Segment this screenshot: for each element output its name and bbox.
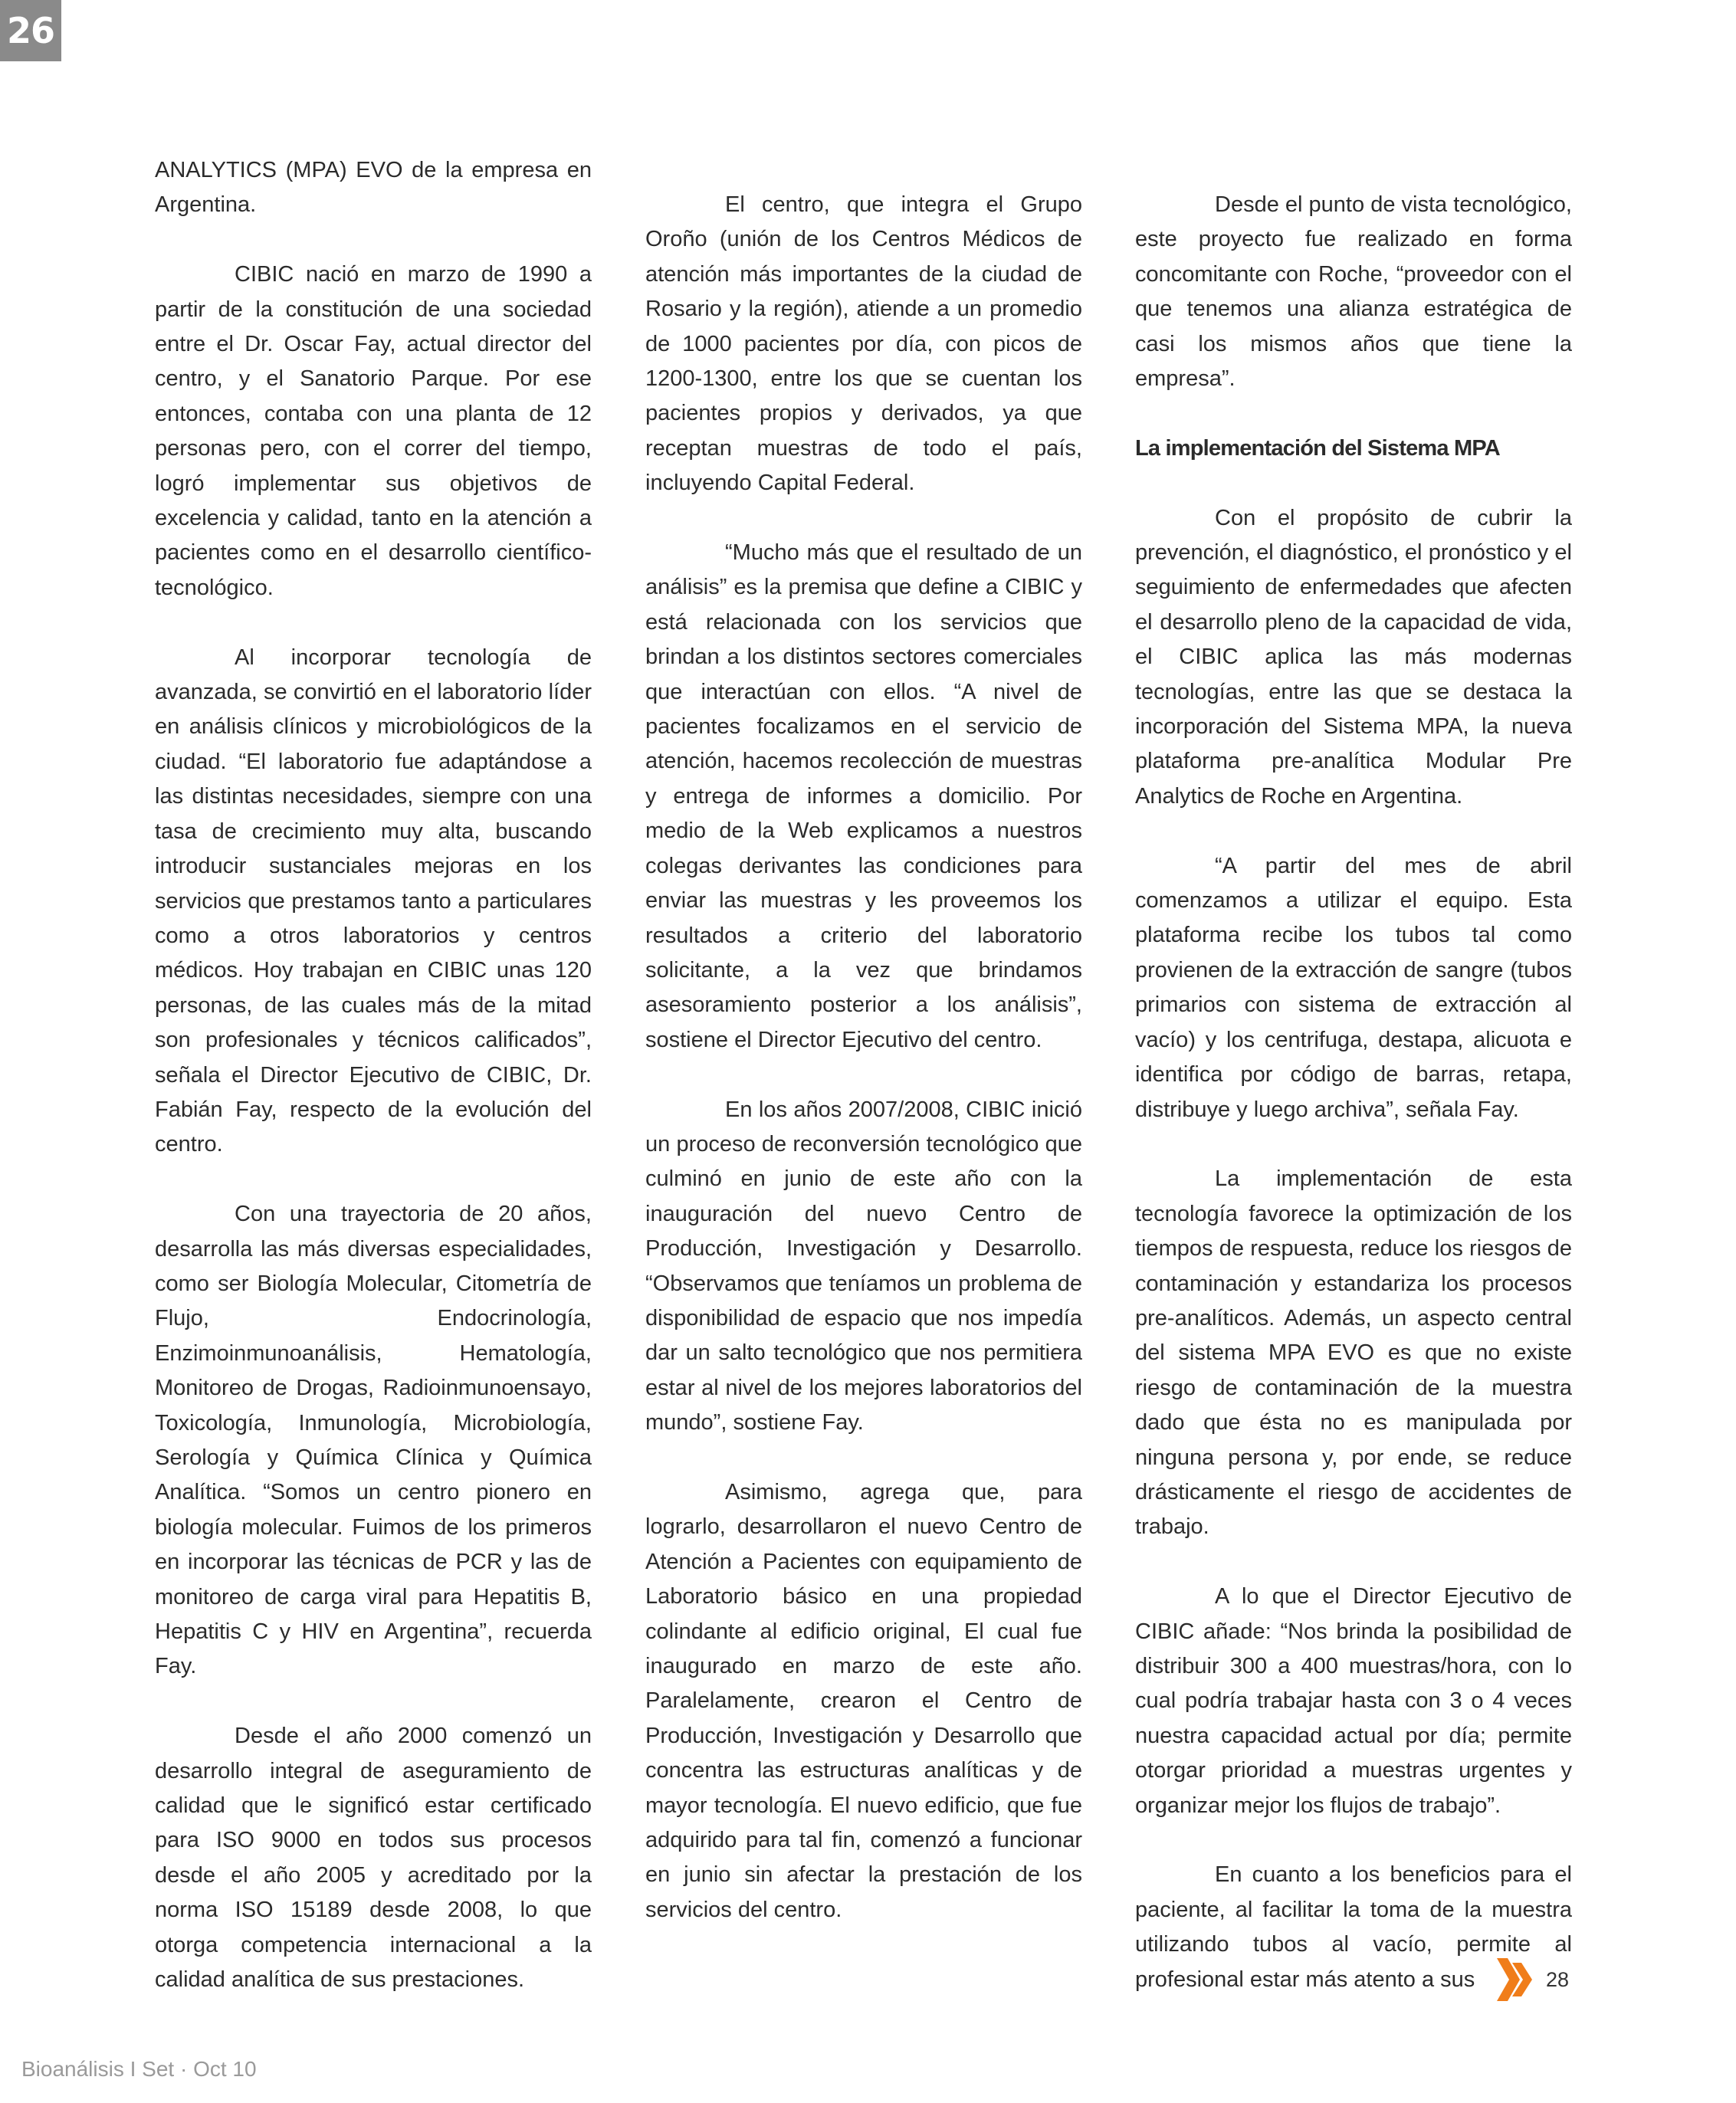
paragraph: Con el propósito de cubrir la prevención, el diagnóstico, el pronóstico y el seguimiento de enfermedades que afecten el desarrollo pleno de la capacidad de vida, el CIBIC aplica las más modernas tecnologías, entre las que se destaca la incorporación del Sistema MPA, la nueva plataforma pre-analítica Modular Pre Analytics de Roche en Argentina. bbox=[1135, 505, 1572, 809]
page-tab-number: 26 bbox=[0, 0, 61, 61]
text-column-1 bbox=[155, 153, 592, 2032]
paragraph: Al incorporar tecnología de avanzada, se convirtió en el laboratorio líder en análisis clínicos y microbiológicos de la ciudad. “El laboratorio fue adaptándose a las distintas necesidades, siempre con una tasa de crecimiento muy alta, buscando introducir sustanciales mejoras en los servicios que prestamos tanto a particulares como a otros laboratorios y centros médicos. Hoy trabajan en CIBIC unas 120 personas, de las cuales más de la mitad son profesionales y técnicos calificados”, señala el Director Ejecutivo de CIBIC, Dr. Fabián Fay, respecto de la evolución del centro. bbox=[155, 645, 592, 1157]
paragraph: A lo que el Director Ejecutivo de CIBIC añade: “Nos brinda la posibilidad de distribuir 300 a 400 muestras/hora, con lo cual podría trabajar hasta con 3 o 4 veces nuestra capacidad actual por día; permite otorgar prioridad a muestras urgentes y organizar mejor los flujos de trabajo”. bbox=[1135, 1584, 1572, 1818]
publication-footer: Bioanálisis I Set · Oct 10 bbox=[21, 2057, 257, 2081]
paragraph: En los años 2007/2008, CIBIC inició un proceso de reconversión tecnológico que culminó en junio de este año con la inauguración del nuevo Centro de Producción, Investigación y Desarrollo. “Observamos que teníamos un problema de disponibilidad de espacio que nos impedía dar un salto tecnológico que nos permitiera estar al nivel de los mejores laboratorios del mundo”, sostiene Fay. bbox=[645, 1097, 1082, 1435]
section-heading: La implementación del Sistema MPA bbox=[1135, 435, 1500, 461]
paragraph: La implementación de esta tecnología favorece la optimización de los tiempos de respuesta, reduce los riesgos de contaminación y estandariza los procesos pre-analíticos. Además, un aspecto central del sistema MPA EVO es que no existe riesgo de contaminación de la muestra dado que ésta no es manipulada por ninguna persona y, por ende, se reduce drásticamente el riesgo de accidentes de trabajo. bbox=[1135, 1166, 1572, 1540]
page-number: 28 bbox=[1546, 1967, 1570, 1991]
paragraph: “A partir del mes de abril comenzamos a utilizar el equipo. Esta plataforma recibe los tubos tal como provienen de la extracción de sangre (tubos primarios con sistema de extracción al vacío) y los centrifuga, destapa, alicuota e identifica por código de barras, retapa, distribuye y luego archiva”, señala Fay. bbox=[1135, 853, 1572, 1122]
paragraph: CIBIC nació en marzo de 1990 a partir de la constitución de una sociedad entre el Dr. Oscar Fay, actual director del centro, y el Sanatorio Parque. Por ese entonces, contaba con una planta de 12 personas pero, con el correr del tiempo, logró implementar sus objetivos de excelencia y calidad, tanto en la atención a pacientes como en el desarrollo científico-tecnológico. bbox=[155, 262, 592, 600]
page-number-marker bbox=[1497, 1958, 1569, 2001]
text-column-2 bbox=[645, 188, 1082, 1963]
double-chevron-right-icon bbox=[1497, 1958, 1537, 2001]
paragraph: Con una trayectoria de 20 años, desarrolla las más diversas especialidades, como ser Biología Molecular, Citometría de Flujo, Endocrinología, Enzimoinmunoanálisis, Hematología, Monitoreo de Drogas, Radioinmunoensayo, Toxicología, Inmunología, Microbiología, Serología y Química Clínica y Química Analítica. “Somos un centro pionero en biología molecular. Fuimos de los primeros en incorporar las técnicas de PCR y las de monitoreo de carga viral para Hepatitis B, Hepatitis C y HIV en Argentina”, recuerda Fay. bbox=[155, 1202, 592, 1679]
paragraph: ANALYTICS (MPA) EVO de la empresa en Argentina. bbox=[155, 158, 592, 218]
paragraph: En cuanto a los beneficios para el paciente, al facilitar la toma de la muestra utilizando tubos al vacío, permite al profesional estar más atento a sus bbox=[1135, 1862, 1572, 1992]
paragraph: Desde el año 2000 comenzó un desarrollo integral de aseguramiento de calidad que le significó estar certificado para ISO 9000 en todos sus procesos desde el año 2005 y acreditado por la norma ISO 15189 desde 2008, lo que otorga competencia internacional a la calidad analítica de sus prestaciones. bbox=[155, 1724, 592, 1993]
paragraph: Desde el punto de vista tecnológico, este proyecto fue realizado en forma concomitante con Roche, “proveedor con el que tenemos una alianza estratégica de casi los mismos años que tiene la empresa”. bbox=[1135, 192, 1572, 392]
paragraph: “Mucho más que el resultado de un análisis” es la premisa que define a CIBIC y está relacionada con los servicios que brindan a los distintos sectores comerciales que interactúan con ellos. “A nivel de pacientes focalizamos en el servicio de atención, hacemos recolección de muestras y entrega de informes a domicilio. Por medio de la Web explicamos a nuestros colegas derivantes las condiciones para enviar las muestras y les proveemos los resultados a criterio del laboratorio solicitante, a la vez que brindamos asesoramiento posterior a los análisis”, sostiene el Director Ejecutivo del centro. bbox=[645, 540, 1082, 1052]
paragraph: Asimismo, agrega que, para lograrlo, desarrollaron el nuevo Centro de Atención a Pacientes con equipamiento de Laboratorio básico en una propiedad colindante al edificio original, El cual fue inaugurado en marzo de este año. Paralelamente, crearon el Centro de Producción, Investigación y Desarrollo que concentra las estructuras analíticas y de mayor tecnología. El nuevo edificio, que fue adquirido para tal fin, comenzó a funcionar en junio sin afectar la prestación de los servicios del centro. bbox=[645, 1479, 1082, 1922]
paragraph: El centro, que integra el Grupo Oroño (unión de los Centros Médicos de atención más importantes de la ciudad de Rosario y la región), atiende a un promedio de 1000 pacientes por día, con picos de 1200-1300, entre los que se cuentan los pacientes propios y derivados, ya que receptan muestras de todo el país, incluyendo Capital Federal. bbox=[645, 192, 1082, 496]
text-column-3 bbox=[1135, 188, 1572, 2032]
